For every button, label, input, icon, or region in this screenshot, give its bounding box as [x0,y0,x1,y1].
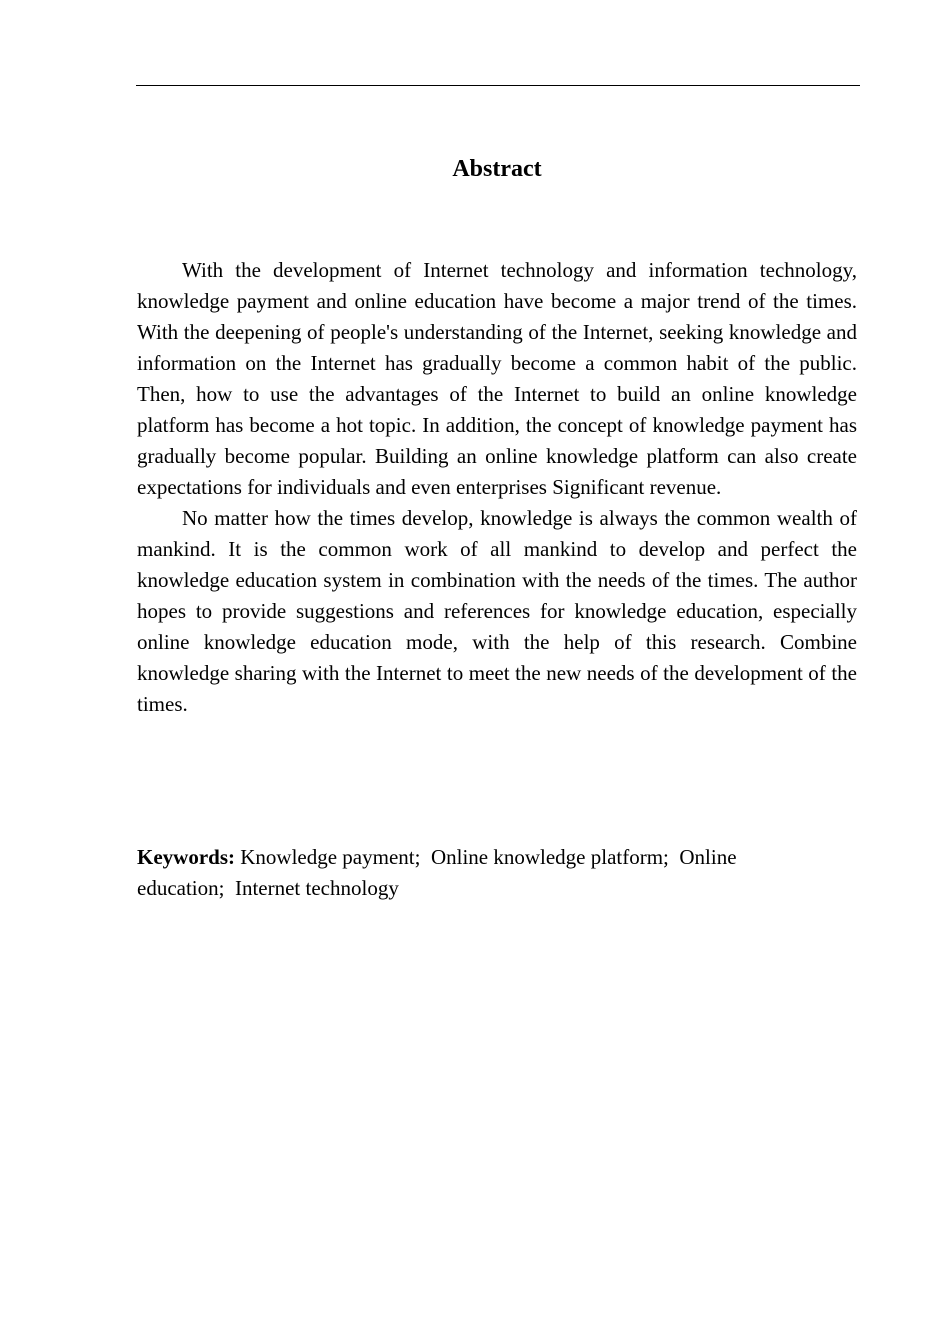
keywords-label: Keywords: [137,845,235,869]
abstract-title: Abstract [452,156,542,182]
keywords-list: Knowledge payment; Online knowledge platform; Online education; Internet technology [137,845,737,900]
header-rule [136,85,860,86]
abstract-body [137,255,857,720]
keywords-block [137,842,797,904]
abstract-paragraph-1: With the development of Internet technology and information technology, knowledge payment and online education have become a major trend of the times. With the deepening of people's understanding of the Internet, seeking knowledge and information on the Internet has gradually become a common habit of the public. Then, how to use the advantages of the Internet to build an online knowledge platform has become a hot topic. In addition, the concept of knowledge payment has gradually become popular. Building an online knowledge platform can also create expectations for individuals and even enterprises Significant revenue. [137,258,857,499]
abstract-paragraph-2: No matter how the times develop, knowledge is always the common wealth of mankind. It is the common work of all mankind to develop and perfect the knowledge education system in combination with the needs of the times. The author hopes to provide suggestions and references for knowledge education, especially online knowledge education mode, with the help of this research. Combine knowledge sharing with the Internet to meet the new needs of the development of the times. [137,506,857,716]
